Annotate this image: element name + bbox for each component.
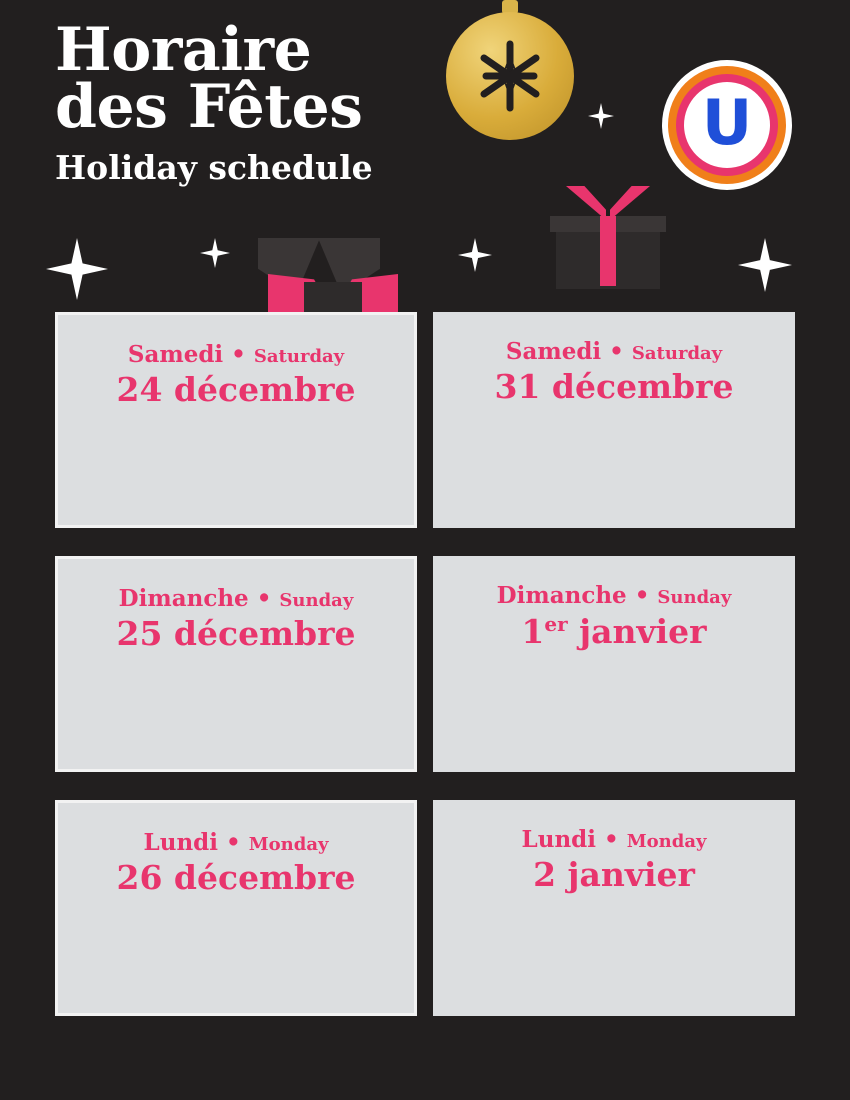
schedule-grid bbox=[0, 312, 850, 1044]
card-date-number: 1 bbox=[521, 612, 545, 651]
card-day-separator: • bbox=[634, 582, 650, 609]
card-date: 2 janvier bbox=[533, 855, 695, 894]
card-date: 31 décembre bbox=[494, 367, 734, 406]
schedule-row bbox=[0, 556, 850, 772]
page-title bbox=[55, 15, 373, 187]
schedule-card bbox=[433, 556, 795, 772]
card-day-fr: Dimanche bbox=[496, 582, 627, 609]
schedule-card bbox=[55, 800, 417, 1016]
card-day-label bbox=[58, 343, 414, 366]
u-logo bbox=[662, 60, 792, 190]
page-subtitle: Holiday schedule bbox=[55, 148, 373, 187]
card-day-label bbox=[58, 831, 414, 854]
card-date: 24 décembre bbox=[116, 370, 356, 409]
sparkle-icon bbox=[738, 238, 792, 292]
card-day-en: Saturday bbox=[253, 346, 345, 367]
poinsettia-decoration bbox=[258, 238, 408, 310]
card-day-label bbox=[58, 587, 414, 610]
card-date: 26 décembre bbox=[116, 858, 356, 897]
card-day-en: Sunday bbox=[279, 590, 354, 611]
schedule-card bbox=[433, 312, 795, 528]
card-day-separator: • bbox=[226, 829, 241, 856]
card-day-separator: • bbox=[231, 341, 246, 368]
sparkle-icon bbox=[200, 238, 230, 268]
card-day-separator: • bbox=[604, 826, 619, 853]
card-day-label bbox=[433, 340, 795, 363]
card-day-label bbox=[433, 828, 795, 851]
card-day-en: Saturday bbox=[631, 343, 723, 364]
card-date-tail: janvier bbox=[567, 612, 707, 651]
title-line-2: des Fêtes bbox=[55, 72, 363, 142]
sparkle-icon bbox=[46, 238, 108, 300]
card-day-en: Monday bbox=[626, 831, 707, 852]
card-day-fr: Dimanche bbox=[118, 585, 249, 612]
schedule-row bbox=[0, 800, 850, 1016]
card-day-fr: Lundi bbox=[521, 826, 596, 853]
sparkle-icon bbox=[458, 238, 492, 272]
u-logo-letter: U bbox=[701, 86, 753, 159]
ornament-icon bbox=[446, 0, 574, 146]
sparkle-icon bbox=[588, 103, 614, 129]
card-date: 25 décembre bbox=[116, 614, 356, 653]
card-day-en: Monday bbox=[248, 834, 329, 855]
gift-box-icon bbox=[556, 178, 672, 304]
card-day-en: Sunday bbox=[657, 587, 732, 608]
card-date-sup: er bbox=[544, 612, 568, 636]
card-day-fr: Samedi bbox=[505, 338, 602, 365]
snowflake-icon bbox=[480, 40, 540, 112]
card-day-label bbox=[433, 584, 795, 607]
card-day-separator: • bbox=[609, 338, 624, 365]
card-day-separator: • bbox=[256, 585, 272, 612]
header bbox=[0, 0, 850, 310]
card-date bbox=[433, 613, 795, 650]
schedule-card bbox=[55, 312, 417, 528]
schedule-card bbox=[55, 556, 417, 772]
schedule-row bbox=[0, 312, 850, 528]
schedule-card bbox=[433, 800, 795, 1016]
card-day-fr: Lundi bbox=[143, 829, 218, 856]
title-line-1: Horaire bbox=[55, 15, 312, 85]
card-day-fr: Samedi bbox=[127, 341, 224, 368]
